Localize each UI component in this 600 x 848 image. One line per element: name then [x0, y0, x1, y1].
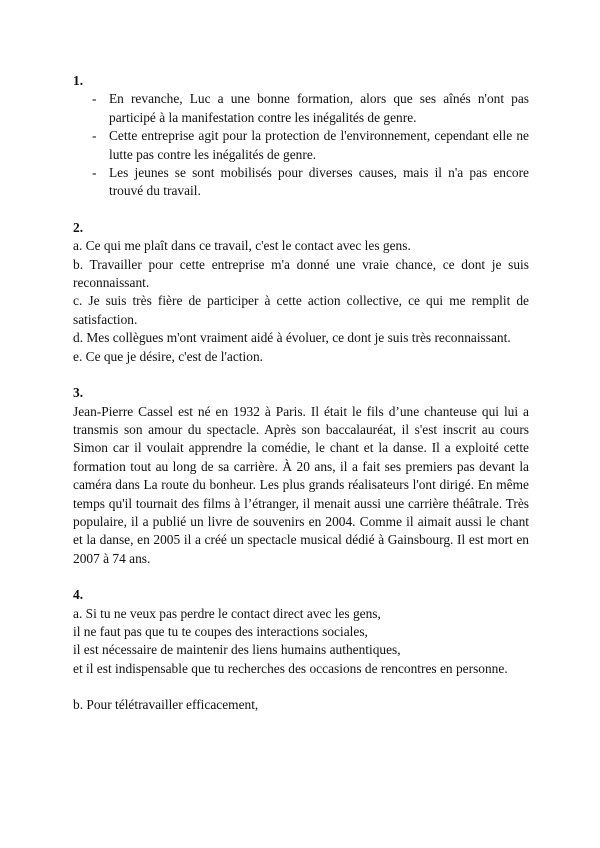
answer-a: a. Ce qui me plaît dans ce travail, c'est le contact avec les gens. [73, 238, 411, 254]
answer-c: c. Je suis très fière de participer à cette action collective, ce qui me remplit de satisfaction. [73, 293, 529, 327]
section-2-number: 2. [73, 219, 84, 235]
answer-d: d. Mes collègues m'ont vraiment aidé à évoluer, ce dont je suis très reconnaissant. [73, 330, 511, 346]
section-2 [73, 219, 529, 366]
line-a-3: il est nécessaire de maintenir des liens humains authentiques, [73, 642, 401, 658]
line-a-4: et il est indispensable que tu recherches des occasions de rencontres en personne. [73, 660, 508, 676]
line-a-1: a. Si tu ne veux pas perdre le contact direct avec les gens, [73, 605, 381, 621]
answer-e: e. Ce que je désire, c'est de l'action. [73, 348, 263, 364]
section-1-number: 1. [73, 73, 84, 88]
section-3 [73, 384, 529, 568]
line-a-2: il ne faut pas que tu te coupes des interactions sociales, [73, 623, 368, 639]
section-3-number: 3. [73, 385, 84, 401]
section-1 [73, 72, 529, 201]
bullet-item: - Les jeunes se sont mobilisés pour diverses causes, mais il n'a pas encore trouvé du travail. [92, 164, 529, 201]
bullet-item: - Cette entreprise agit pour la protection de l'environnement, cependant elle ne lutte pas contre les inégalités de genre. [92, 127, 529, 164]
section-4-number: 4. [73, 587, 84, 603]
section-1-bullet-list [73, 90, 529, 200]
section-4 [73, 586, 529, 678]
answer-b: b. Travailler pour cette entreprise m'a donné une vraie chance, ce dont je suis reconnaissant. [73, 256, 529, 291]
bullet-item: - En revanche, Luc a une bonne formation, alors que ses aînés n'ont pas participé à la manifestation contre les inégalités de genre. [92, 90, 529, 127]
biography-paragraph: Jean-Pierre Cassel est né en 1932 à Paris. Il était le fils d’une chanteuse qui lui a transmis son amour du spectacle. Après son baccalauréat, il s'est inscrit au cours Simon car il voulait apprendre la comédie, le chant et la danse. Il a exploité cette formation tout au long de sa carrière. À 20 ans, il a fait ses premiers pas devant la caméra dans La route du bonheur. Les plus grands réalisateurs l'ont dirigé. En même temps qu'il tournait des films à l’étranger, il menait aussi une carrière théâtrale. Très populaire, il a publié un livre de souvenirs en 2004. Comme il aimait aussi le chant et la danse, en 2005 il a créé un spectacle musical dédié à Gainsbourg. Il est mort en 2007 à 74 ans. [73, 403, 529, 566]
line-b: b. Pour télétravailler efficacement, [73, 697, 259, 713]
